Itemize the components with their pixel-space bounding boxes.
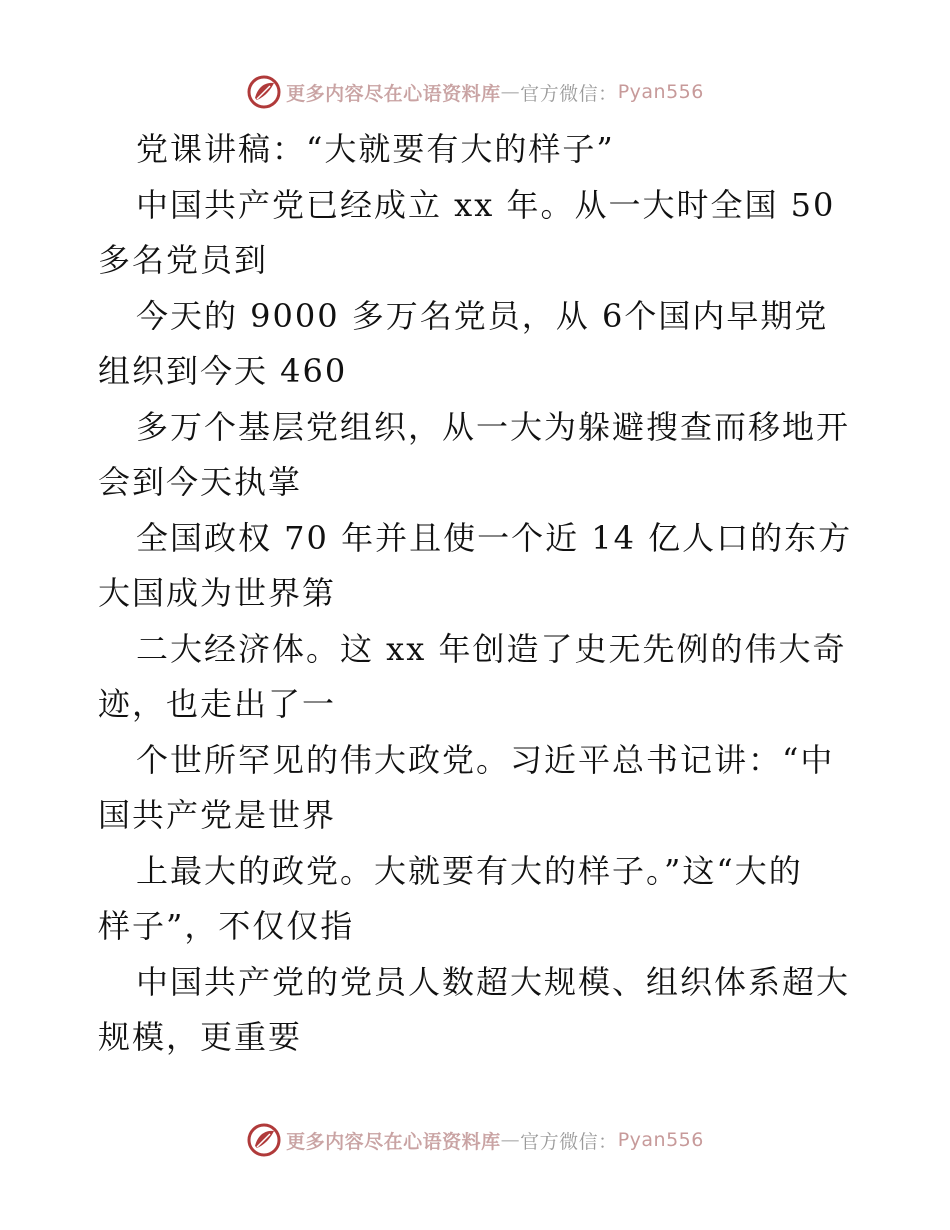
watermark-wechat-label: 官方微信：	[520, 82, 618, 105]
paragraph-line: 上最大的政党。大就要有大的样子。”这“大的	[136, 851, 803, 890]
paragraph-line: 中国共产党已经成立 xx 年。从一大时全国 50	[136, 185, 836, 224]
paragraph-line: 二大经济体。这 xx 年创造了史无先例的伟大奇	[136, 629, 847, 668]
paragraph-line: 今天的 9000 多万名党员，从 6个国内早期党	[136, 296, 829, 335]
paragraph-line: 规模，更重要	[98, 1018, 303, 1056]
paragraph-line: 多万个基层党组织，从一大为躲避搜查而移地开	[136, 407, 851, 446]
paragraph-line: 会到今天执掌	[98, 463, 303, 501]
paragraph-line: 大国成为世界第	[98, 574, 337, 612]
watermark-wechat-id: Pyan556	[617, 1129, 704, 1151]
header-watermark	[0, 72, 950, 112]
watermark-dash: —	[500, 81, 521, 103]
paragraph-line: 组织到今天 460	[98, 352, 348, 390]
paragraph-line: 全国政权 70 年并且使一个近 14 亿人口的东方	[136, 518, 853, 557]
watermark-wechat-label: 官方微信：	[520, 1130, 618, 1153]
paragraph-line: 个世所罕见的伟大政党。习近平总书记讲：“中	[136, 740, 835, 779]
watermark-wechat-id: Pyan556	[617, 81, 704, 103]
document-body	[98, 122, 858, 1066]
leaf-logo-icon	[246, 1122, 282, 1158]
footer-watermark	[0, 1120, 950, 1160]
paragraph-line: 中国共产党的党员人数超大规模、组织体系超大	[136, 962, 851, 1001]
leaf-logo-icon	[246, 74, 282, 110]
paragraph-line: 样子”，不仅仅指	[98, 907, 355, 945]
paragraph-line: 国共产党是世界	[98, 796, 337, 834]
watermark-dash: —	[500, 1129, 521, 1151]
watermark-text: 更多内容尽在心语资料库	[286, 1130, 501, 1153]
watermark-text: 更多内容尽在心语资料库	[286, 82, 501, 105]
paragraph-line: 多名党员到	[98, 241, 269, 279]
paragraph-line: 迹，也走出了一	[98, 685, 337, 723]
document-title: 党课讲稿：“大就要有大的样子”	[136, 130, 615, 168]
